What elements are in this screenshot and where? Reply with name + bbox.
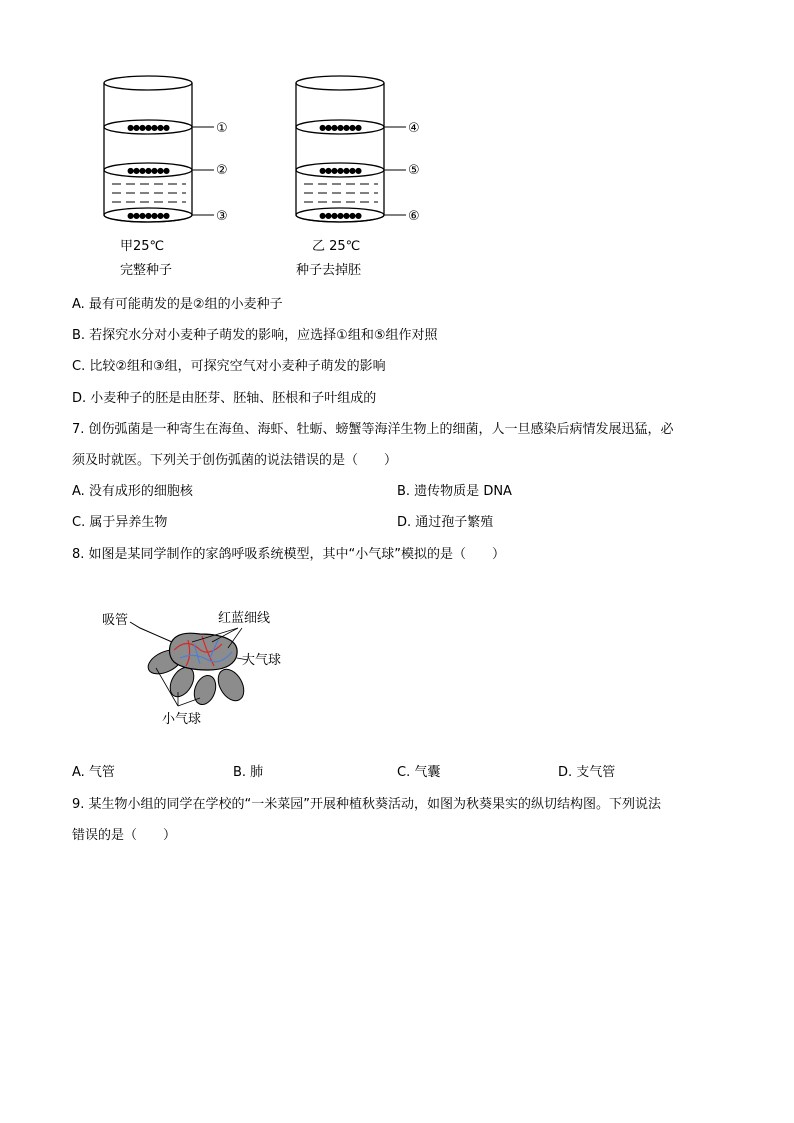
- seed-row-6: ●●●●●●●: [319, 211, 361, 220]
- thread-label: 红蓝细线: [218, 611, 271, 626]
- q7-option-c: C. 属于异养生物: [72, 515, 168, 530]
- seed-row-1: ●●●●●●●: [127, 123, 169, 132]
- q8-option-b: B. 肺: [233, 765, 264, 780]
- marker-6: ⑥: [408, 209, 420, 224]
- small-balloon: [190, 672, 219, 707]
- q9-stem-line-1: 9. 某生物小组的同学在学校的“一米菜园”开展种植秋葵活动，如图为秋葵果实的纵切结构图。下列说法: [72, 797, 662, 812]
- q8-option-a: A. 气管: [72, 765, 115, 780]
- q6-option-d: D. 小麦种子的胚是由胚芽、胚轴、胚根和子叶组成的: [72, 391, 377, 406]
- jar-figure: [0, 0, 794, 290]
- marker-3: ③: [216, 209, 228, 224]
- q8-stem: 8. 如图是某同学制作的家鸽呼吸系统模型，其中“小气球”模拟的是（ ）: [72, 547, 506, 562]
- jar-b-caption-1: 乙 25℃: [312, 239, 361, 254]
- marker-2: ②: [216, 163, 228, 178]
- seed-row-2: ●●●●●●●: [127, 166, 169, 175]
- q6-option-a: A. 最有可能萌发的是②组的小麦种子: [72, 297, 283, 312]
- jar-a-caption-2: 完整种子: [120, 263, 173, 278]
- jar-b: [296, 76, 420, 224]
- marker-4: ④: [408, 121, 420, 136]
- seed-row-3: ●●●●●●●: [127, 211, 169, 220]
- marker-1: ①: [216, 121, 228, 136]
- small-balloon: [213, 665, 249, 705]
- marker-5: ⑤: [408, 163, 420, 178]
- q6-option-b: B. 若探究水分对小麦种子萌发的影响，应选择①组和⑤组作对照: [72, 328, 438, 343]
- small-balloon-label: 小气球: [162, 712, 202, 727]
- q7-stem-line-1: 7. 创伤弧菌是一种寄生在海鱼、海虾、牡蛎、螃蟹等海洋生物上的细菌，人一旦感染后病情发展迅猛，必: [72, 422, 674, 437]
- seed-row-5: ●●●●●●●: [319, 166, 361, 175]
- q8-option-c: C. 气囊: [397, 765, 441, 780]
- q7-stem-line-2: 须及时就医。下列关于创伤弧菌的说法错误的是（ ）: [72, 453, 398, 468]
- jar-a: [104, 76, 228, 224]
- straw-line: [130, 622, 172, 642]
- q6-option-c: C. 比较②组和③组，可探究空气对小麦种子萌发的影响: [72, 359, 386, 374]
- pigeon-respiratory-model: [90, 600, 410, 750]
- q7-option-d: D. 通过孢子繁殖: [397, 515, 494, 530]
- big-balloon-label: 大气球: [242, 653, 282, 668]
- straw-label: 吸管: [102, 613, 129, 628]
- q7-option-a: A. 没有成形的细胞核: [72, 484, 193, 499]
- jar-a-caption-1: 甲25℃: [120, 239, 165, 254]
- seed-row-4: ●●●●●●●: [319, 123, 361, 132]
- q9-stem-line-2: 错误的是（ ）: [72, 828, 177, 843]
- q7-option-b: B. 遗传物质是 DNA: [397, 484, 512, 499]
- q8-option-d: D. 支气管: [558, 765, 616, 780]
- jar-b-caption-2: 种子去掉胚: [296, 263, 362, 278]
